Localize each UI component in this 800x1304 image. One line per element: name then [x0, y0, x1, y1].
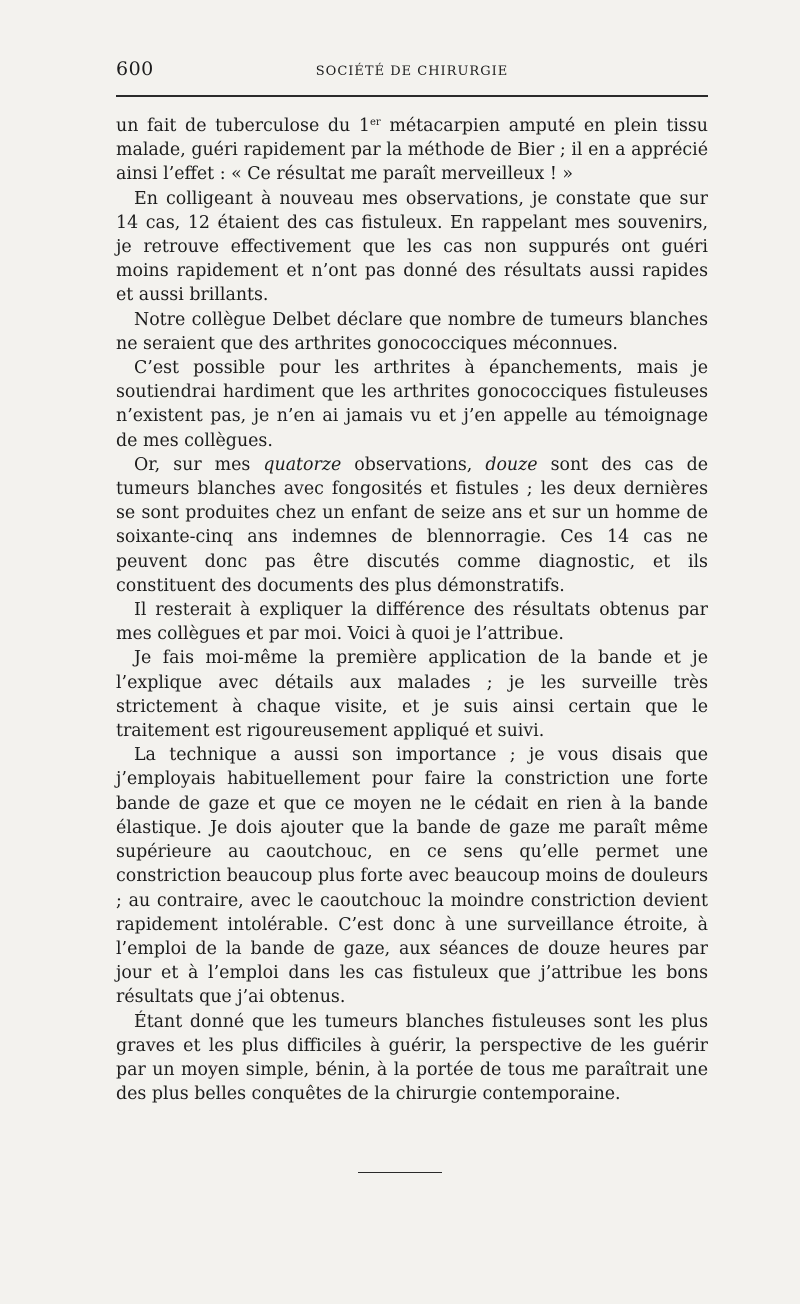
paragraph: Je fais moi-même la première application de la bande et je l’explique avec détails aux malades ; je les surveille très strictement à chaque visite, et je suis ainsi certain que le traitement est rigoureusement appliqué et suivi.: [116, 648, 708, 742]
paragraph: Or, sur mes quatorze observations, douze sont des cas de tumeurs blanches avec fongosités et fistules ; les deux dernières se sont produites chez un enfant de seize ans et sur un homme de soixante-cinq ans indemnes de blennorragie. Ces 14 cas ne peuvent donc pas être discutés comme diagnostic, et ils constituent des documents des plus démonstratifs.: [116, 454, 708, 596]
paragraph: En colligeant à nouveau mes observations, je constate que sur 14 cas, 12 étaient des cas fistuleux. En rappelant mes souvenirs, je retrouve effectivement que les cas non suppurés ont guéri moins rapidement et n’ont pas donné des résultats aussi rapides et aussi brillants.: [116, 188, 708, 306]
paragraph: C’est possible pour les arthrites à épanchements, mais je soutiendrai hardiment que les arthrites gonococciques fistuleuses n’existent pas, je n’en ai jamais vu et j’en appelle au témoignage de mes collègues.: [116, 358, 708, 451]
running-head: SOCIÉTÉ DE CHIRURGIE: [315, 64, 509, 79]
paragraph: La technique a aussi son importance ; je vous disais que j’employais habituellement pour faire la constriction une forte bande de gaze et que ce moyen ne le cédait en rien à la bande élastique. Je dois ajouter que la bande de gaze me paraît même supérieure au caoutchouc, en ce sens qu’elle permet une constriction beaucoup plus forte avec beaucoup moins de douleurs ; au contraire, avec le caoutchouc la moindre constriction devient rapidement intolérable. C’est donc à une surveillance étroite, à l’emploi de la bande de gaze, aux séances de douze heures par jour et à l’emploi dans les cas fistuleux que j’attribue les bons résultats que j’ai obtenus.: [116, 745, 708, 1008]
body-text: [116, 114, 708, 1106]
emphasis: quatorze: [263, 454, 342, 475]
superscript: er: [369, 117, 381, 128]
paragraph: Notre collègue Delbet déclare que nombre de tumeurs blanches ne seraient que des arthrites gonococciques méconnues.: [116, 309, 708, 354]
end-rule: [358, 1172, 442, 1173]
page-number: 600: [116, 58, 154, 80]
paragraph: Étant donné que les tumeurs blanches fistuleuses sont les plus graves et les plus difficiles à guérir, la perspective de les guérir par un moyen simple, bénin, à la portée de tous me paraîtrait une des plus belles conquêtes de la chirurgie contemporaine.: [116, 1011, 708, 1105]
paragraph: un fait de tuberculose du 1er métacarpien amputé en plein tissu malade, guéri rapidement par la méthode de Bier ; il en a apprécié ainsi l’effet : « Ce résultat me paraît merveilleux ! »: [116, 116, 708, 185]
emphasis: douze: [485, 454, 538, 475]
paragraph: Il resterait à expliquer la différence des résultats obtenus par mes collègues et par moi. Voici à quoi je l’attribue.: [116, 600, 708, 645]
header-rule: [116, 95, 708, 97]
page-header: [116, 58, 708, 88]
